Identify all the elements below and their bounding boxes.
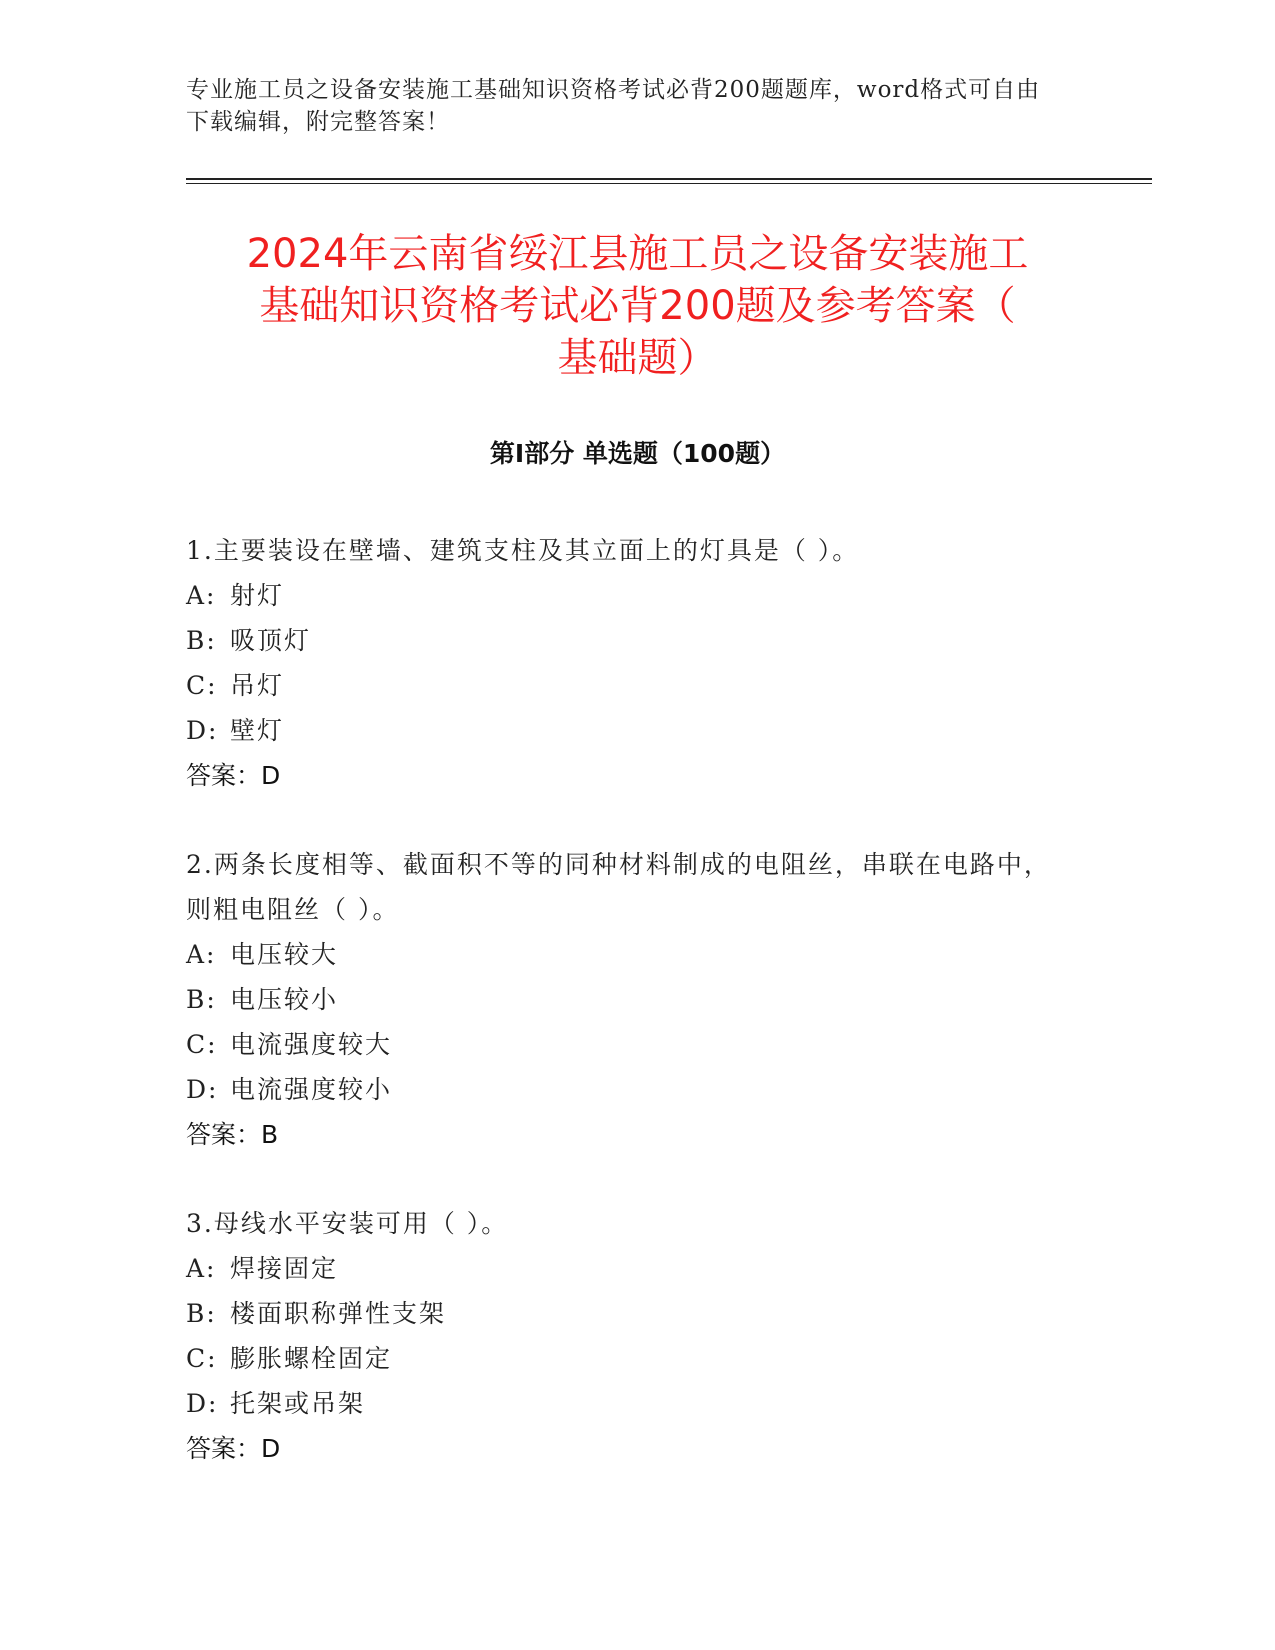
option-letter: A:	[186, 1254, 217, 1283]
option-text: 吊灯	[230, 671, 285, 700]
option-b	[186, 977, 1066, 1022]
document-title-line-1: 2024年云南省绥江县施工员之设备安装施工	[246, 231, 1029, 277]
option-b	[186, 618, 1066, 663]
option-b	[186, 1291, 1066, 1336]
option-text: 壁灯	[230, 716, 285, 745]
document-title-line-2: 基础知识资格考试必背200题及参考答案（	[259, 283, 1016, 329]
option-d	[186, 1381, 1066, 1426]
option-letter: D:	[186, 1075, 219, 1104]
header-divider-thin	[186, 183, 1152, 184]
question-item	[186, 528, 1066, 798]
header-note-line-1: 专业施工员之设备安装施工基础知识资格考试必背200题题库，word格式可自由	[186, 77, 1041, 103]
option-letter: C:	[186, 671, 218, 700]
section-heading: 第Ⅰ部分 单选题（100题）	[489, 439, 786, 468]
question-stem: 1.主要装设在壁墙、建筑支柱及其立面上的灯具是（ ）。	[186, 536, 860, 565]
option-a	[186, 932, 1066, 977]
option-text: 电压较小	[230, 985, 339, 1014]
option-letter: C:	[186, 1344, 218, 1373]
option-d	[186, 708, 1066, 753]
option-text: 电流强度较小	[230, 1075, 393, 1104]
option-c	[186, 1022, 1066, 1067]
option-text: 射灯	[230, 581, 285, 610]
question-stem: 2.两条长度相等、截面积不等的同种材料制成的电阻丝，串联在电路中，则粗电阻丝（ ）。	[186, 850, 1051, 924]
option-letter: B:	[186, 985, 217, 1014]
option-d	[186, 1067, 1066, 1112]
question-list	[186, 528, 1066, 1515]
option-a	[186, 573, 1066, 618]
option-letter: B:	[186, 626, 217, 655]
option-letter: D:	[186, 1389, 219, 1418]
answer-line: 答案：D	[186, 1434, 281, 1463]
option-text: 吸顶灯	[230, 626, 312, 655]
option-text: 电压较大	[230, 940, 339, 969]
option-text: 电流强度较大	[230, 1030, 393, 1059]
option-a	[186, 1246, 1066, 1291]
answer-line: 答案：D	[186, 761, 281, 790]
document-title	[150, 228, 1125, 384]
option-letter: A:	[186, 581, 217, 610]
option-letter: C:	[186, 1030, 218, 1059]
answer-line: 答案：B	[186, 1120, 279, 1149]
option-text: 托架或吊架	[230, 1389, 366, 1418]
question-stem: 3.母线水平安装可用（ ）。	[186, 1209, 509, 1238]
header-note	[186, 74, 1086, 138]
option-text: 焊接固定	[230, 1254, 339, 1283]
option-letter: D:	[186, 716, 219, 745]
option-text: 膨胀螺栓固定	[230, 1344, 393, 1373]
option-letter: B:	[186, 1299, 217, 1328]
document-title-line-3: 基础题）	[557, 335, 718, 381]
option-c	[186, 1336, 1066, 1381]
question-item	[186, 1201, 1066, 1471]
header-divider-thick	[186, 178, 1152, 180]
option-text: 楼面职称弹性支架	[230, 1299, 447, 1328]
option-letter: A:	[186, 940, 217, 969]
option-c	[186, 663, 1066, 708]
header-note-line-2: 下载编辑，附完整答案！	[186, 109, 450, 135]
question-item	[186, 842, 1066, 1157]
